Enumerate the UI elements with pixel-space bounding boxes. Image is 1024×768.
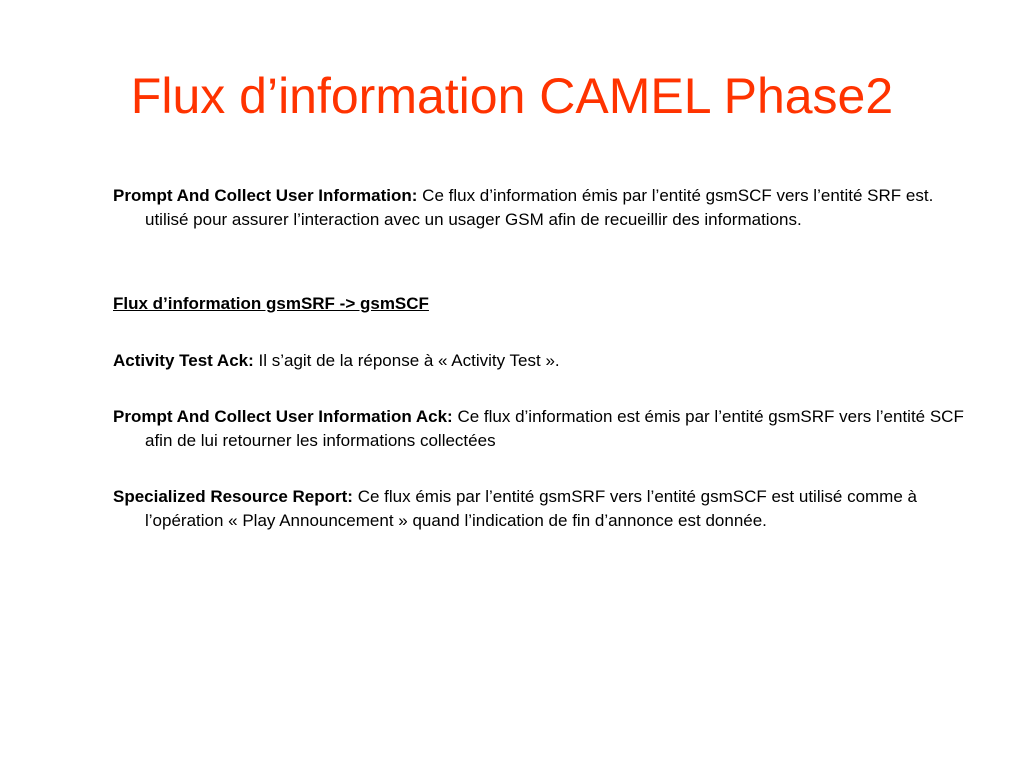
definition-term: Specialized Resource Report: [113, 487, 353, 506]
definition-prompt-and-collect-ack [113, 405, 973, 453]
definition-text: Ce flux d’information est émis par l’entité gsmSRF vers l’entité SCF afin de lui retourner les informations collectées [145, 407, 964, 450]
definition-specialized-resource-report [113, 485, 973, 533]
definition-term: Activity Test Ack: [113, 351, 254, 370]
definition-text: Ce flux émis par l’entité gsmSRF vers l’entité gsmSCF est utilisé comme à l’opération « Play Announcement » quand l’indication de fin d’annonce est donnée. [145, 487, 917, 530]
definition-prompt-and-collect [113, 184, 973, 232]
definition-term: Prompt And Collect User Information: [113, 186, 418, 205]
slide-body [113, 184, 973, 533]
definition-text: Il s’agit de la réponse à « Activity Test ». [253, 351, 560, 370]
definition-term: Prompt And Collect User Information Ack: [113, 407, 453, 426]
section-heading: Flux d’information gsmSRF -> gsmSCF [113, 294, 429, 313]
definition-activity-test-ack [113, 349, 973, 373]
slide-title: Flux d’information CAMEL Phase2 [130, 68, 894, 124]
definition-text: Ce flux d’information émis par l’entité gsmSCF vers l’entité SRF est. utilisé pour assurer l’interaction avec un usager GSM afin de recueillir des informations. [145, 186, 934, 229]
